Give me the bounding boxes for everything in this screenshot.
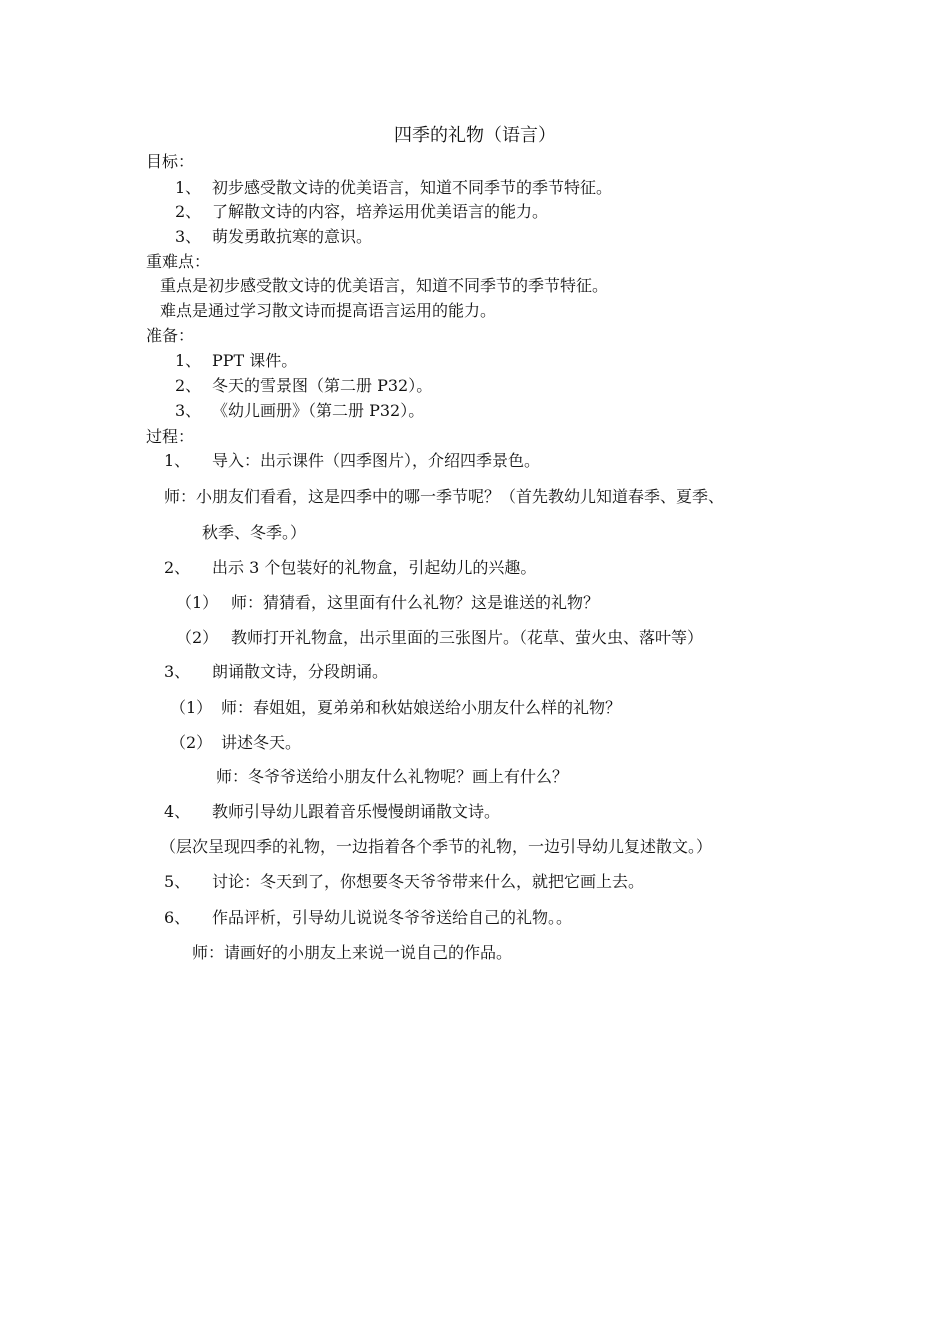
process-step	[164, 871, 644, 893]
goal-text: 了解散文诗的内容，培养运用优美语言的能力。	[212, 202, 549, 221]
teacher-question-continued: 秋季、冬季。）	[202, 523, 307, 542]
sub-step-number: （2）	[176, 628, 219, 647]
process-sub-step	[176, 627, 703, 649]
goal-text: 初步感受散文诗的优美语言，知道不同季节的季节特征。	[212, 178, 613, 197]
sub-step-number: （1）	[170, 698, 213, 717]
goal-number: 2、	[175, 202, 202, 221]
step-text: 出示 3 个包装好的礼物盒，引起幼儿的兴趣。	[212, 558, 537, 577]
teacher-question: 师：小朋友们看看，这是四季中的哪一季节呢？（首先教幼儿知道春季、夏季、	[164, 487, 725, 506]
step-number: 6、	[164, 908, 191, 927]
step-text: 作品评析，引导幼儿说说冬爷爷送给自己的礼物。。	[212, 908, 573, 927]
step-number: 5、	[164, 872, 191, 891]
sub-step-text: 讲述冬天。	[221, 733, 302, 752]
process-sub-step	[176, 592, 599, 614]
document-title: 四季的礼物（语言）	[394, 125, 556, 146]
preparation-item	[175, 400, 424, 422]
sub-step-number: （2）	[170, 733, 213, 752]
preparation-heading: 准备：	[146, 326, 195, 345]
preparation-number: 3、	[175, 401, 202, 420]
step-text: 讨论：冬天到了，你想要冬天爷爷带来什么，就把它画上去。	[212, 872, 645, 891]
step-note: （层次呈现四季的礼物，一边指着各个季节的礼物，一边引导幼儿复述散文。）	[160, 837, 713, 856]
process-step	[164, 450, 540, 472]
sub-step-number: （1）	[176, 593, 219, 612]
goal-item	[175, 201, 548, 223]
process-step	[164, 557, 536, 579]
preparation-text: 《幼儿画册》（第二册 P32）。	[212, 401, 425, 420]
preparation-item	[175, 375, 432, 397]
process-step	[164, 907, 572, 929]
step-number: 4、	[164, 802, 191, 821]
goal-number: 1、	[175, 178, 202, 197]
step-text: 教师引导幼儿跟着音乐慢慢朗诵散文诗。	[212, 802, 501, 821]
sub-step-text: 师：春姐姐，夏弟弟和秋姑娘送给小朋友什么样的礼物？	[221, 698, 622, 717]
preparation-text: PPT 课件。	[212, 351, 298, 370]
goal-text: 萌发勇敢抗寒的意识。	[212, 227, 373, 246]
goal-number: 3、	[175, 227, 202, 246]
process-sub-step	[170, 697, 621, 719]
step-text: 朗诵散文诗，分段朗诵。	[212, 662, 389, 681]
key-point-line: 重点是初步感受散文诗的优美语言，知道不同季节的季节特征。	[160, 276, 609, 295]
sub-step-text: 教师打开礼物盒，出示里面的三张图片。（花草、萤火虫、落叶等）	[231, 628, 704, 647]
preparation-number: 2、	[175, 376, 202, 395]
process-step	[164, 661, 388, 683]
key-points-heading: 重难点：	[146, 252, 211, 271]
step-number: 3、	[164, 662, 191, 681]
preparation-item	[175, 350, 297, 372]
teacher-question: 师：请画好的小朋友上来说一说自己的作品。	[192, 943, 513, 962]
preparation-number: 1、	[175, 351, 202, 370]
goal-item	[175, 177, 612, 199]
goals-heading: 目标：	[146, 152, 195, 171]
goal-item	[175, 226, 372, 248]
process-heading: 过程：	[146, 427, 195, 446]
difficult-point-line: 难点是通过学习散文诗而提高语言运用的能力。	[160, 301, 497, 320]
sub-step-text: 师：猜猜看，这里面有什么礼物？这是谁送的礼物？	[231, 593, 600, 612]
process-step	[164, 801, 500, 823]
teacher-question: 师：冬爷爷送给小朋友什么礼物呢？画上有什么？	[216, 767, 569, 786]
step-text: 导入：出示课件（四季图片），介绍四季景色。	[212, 451, 541, 470]
step-number: 1、	[164, 451, 191, 470]
process-sub-step	[170, 732, 301, 754]
preparation-text: 冬天的雪景图（第二册 P32）。	[212, 376, 433, 395]
step-number: 2、	[164, 558, 191, 577]
